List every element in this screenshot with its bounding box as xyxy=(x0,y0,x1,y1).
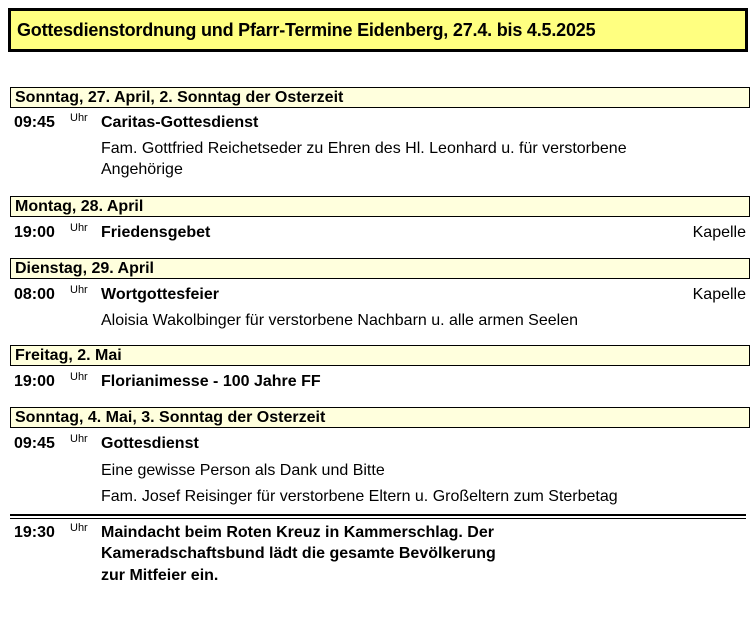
uhr-label: Uhr xyxy=(70,522,88,534)
event-time: 19:00 xyxy=(14,373,55,390)
intention-text: Fam. Gottfried Reichetseder zu Ehren des Hl. Leonhard u. für verstorbene xyxy=(101,140,627,157)
event-location: Kapelle xyxy=(692,286,746,303)
day-header: Sonntag, 27. April, 2. Sonntag der Osterzeit xyxy=(10,87,750,108)
uhr-label: Uhr xyxy=(70,284,88,296)
day-header: Dienstag, 29. April xyxy=(10,258,750,279)
intention-text: Eine gewisse Person als Dank und Bitte xyxy=(101,462,385,479)
event-title: Caritas-Gottesdienst xyxy=(101,114,259,131)
intention-row xyxy=(14,310,746,332)
event-row xyxy=(14,522,746,544)
intention-row xyxy=(14,138,746,160)
event-time: 19:30 xyxy=(14,524,55,541)
divider xyxy=(10,514,746,519)
uhr-label: Uhr xyxy=(70,433,88,445)
page-title: Gottesdienstordnung und Pfarr-Termine Eidenberg, 27.4. bis 4.5.2025 xyxy=(17,20,596,40)
day-header: Sonntag, 4. Mai, 3. Sonntag der Osterzeit xyxy=(10,407,750,428)
event-row-cont xyxy=(14,543,746,565)
intention-text: Aloisia Wakolbinger für verstorbene Nachbarn u. alle armen Seelen xyxy=(101,312,578,329)
event-row xyxy=(14,371,746,393)
uhr-label: Uhr xyxy=(70,222,88,234)
event-time: 08:00 xyxy=(14,286,55,303)
day-header: Montag, 28. April xyxy=(10,196,750,217)
event-row-cont xyxy=(14,565,746,587)
event-row xyxy=(14,112,746,134)
event-location: Kapelle xyxy=(692,224,746,241)
intention-row xyxy=(14,486,746,508)
uhr-label: Uhr xyxy=(70,112,88,124)
event-title: Florianimesse - 100 Jahre FF xyxy=(101,373,321,390)
intention-row xyxy=(14,159,746,181)
day-header: Freitag, 2. Mai xyxy=(10,345,750,366)
event-row xyxy=(14,284,746,306)
event-row xyxy=(14,222,746,244)
event-row xyxy=(14,433,746,455)
event-time: 09:45 xyxy=(14,114,55,131)
event-time: 09:45 xyxy=(14,435,55,452)
event-title: Kameradschaftsbund lädt die gesamte Bevölkerung xyxy=(101,545,496,562)
intention-text: Fam. Josef Reisinger für verstorbene Eltern u. Großeltern zum Sterbetag xyxy=(101,488,618,505)
intention-text: Angehörige xyxy=(101,161,183,178)
event-title: Wortgottesfeier xyxy=(101,286,219,303)
title-box xyxy=(8,8,748,52)
uhr-label: Uhr xyxy=(70,371,88,383)
event-title: Maindacht beim Roten Kreuz in Kammerschlag. Der xyxy=(101,524,494,541)
event-title: zur Mitfeier ein. xyxy=(101,567,219,584)
event-title: Gottesdienst xyxy=(101,435,199,452)
event-title: Friedensgebet xyxy=(101,224,211,241)
event-time: 19:00 xyxy=(14,224,55,241)
intention-row xyxy=(14,460,746,482)
